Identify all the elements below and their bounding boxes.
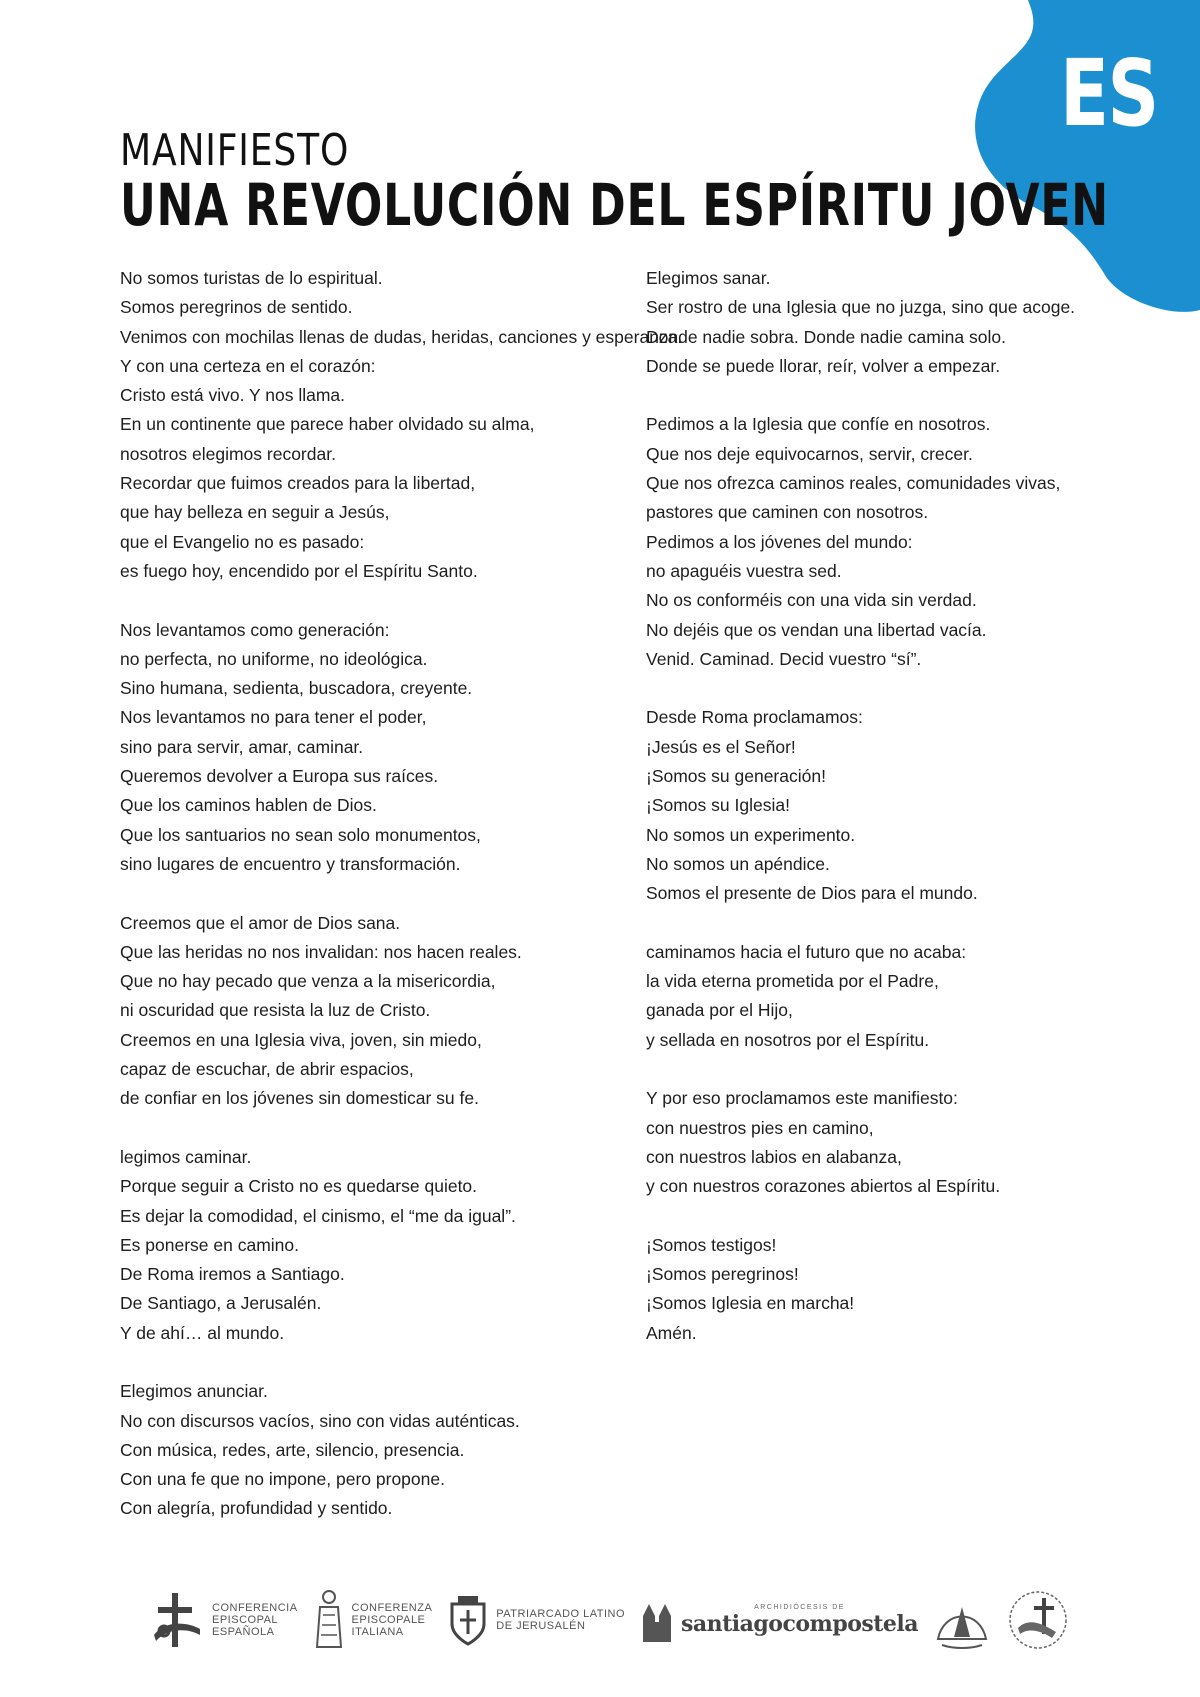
mont-saint-michel-seal-icon <box>934 1589 990 1651</box>
text-line: Y con una certeza en el corazón: <box>120 355 376 376</box>
stanza <box>120 616 640 880</box>
text-line: Nos levantamos no para tener el poder, <box>120 707 427 728</box>
text-line: la vida eterna prometida por el Padre, <box>646 971 939 992</box>
text-line: ¡Somos su Iglesia! <box>646 795 790 816</box>
logo-santiago-main: santiagocompostela <box>681 1610 919 1637</box>
saint-figure-icon <box>314 1589 344 1651</box>
logo-cei-text: CONFERENZA EPISCOPALE ITALIANA <box>351 1602 433 1638</box>
text-line: No os conforméis con una vida sin verdad. <box>646 590 977 611</box>
text-line: no apaguéis vuestra sed. <box>646 560 842 581</box>
text-line: Que nos ofrezca caminos reales, comunidades vivas, <box>646 473 1061 494</box>
text-line: Con alegría, profundidad y sentido. <box>120 1498 393 1519</box>
text-line: que el Evangelio no es pasado: <box>120 531 365 552</box>
title-label: MANIFIESTO <box>120 125 350 176</box>
text-line: Pedimos a los jóvenes del mundo: <box>646 531 913 552</box>
text-line: y con nuestros corazones abiertos al Espíritu. <box>646 1176 1001 1197</box>
text-line: sino para servir, amar, caminar. <box>120 736 364 757</box>
logo-cei <box>314 1589 433 1651</box>
text-line: Que los santuarios no sean solo monumentos, <box>120 824 481 845</box>
logo-patriarcado <box>448 1594 625 1646</box>
text-line: Es ponerse en camino. <box>120 1234 299 1255</box>
cross-dove-icon <box>150 1591 204 1649</box>
text-line: Creemos que el amor de Dios sana. <box>120 912 401 933</box>
text-line: No con discursos vacíos, sino con vidas auténticas. <box>120 1410 520 1431</box>
text-line: que hay belleza en seguir a Jesús, <box>120 502 390 523</box>
text-line: Que no hay pecado que venza a la misericordia, <box>120 971 496 992</box>
text-line: Con música, redes, arte, silencio, presencia. <box>120 1439 465 1460</box>
stanza <box>646 1084 1166 1201</box>
text-line: ni oscuridad que resista la luz de Cristo. <box>120 1000 431 1021</box>
logo-cee <box>150 1591 298 1649</box>
text-line: De Roma iremos a Santiago. <box>120 1264 345 1285</box>
text-line: Con una fe que no impone, pero propone. <box>120 1469 445 1490</box>
logo-chemins <box>934 1589 990 1651</box>
text-line: capaz de escuchar, de abrir espacios, <box>120 1059 414 1080</box>
text-line: Recordar que fuimos creados para la libertad, <box>120 473 476 494</box>
text-line: Amén. <box>646 1322 697 1343</box>
text-line: legimos caminar. <box>120 1146 252 1167</box>
logo-cee-text: CONFERENCIA EPISCOPAL ESPAÑOLA <box>212 1602 298 1638</box>
text-line: Venimos con mochilas llenas de dudas, heridas, canciones y esperanza. <box>120 326 683 347</box>
text-line: Elegimos anunciar. <box>120 1381 268 1402</box>
text-line: No somos un apéndice. <box>646 853 830 874</box>
text-line: No somos turistas de lo espiritual. <box>120 268 383 288</box>
stanza <box>646 410 1166 674</box>
text-line: y sellada en nosotros por el Espíritu. <box>646 1029 930 1050</box>
text-line: Elegimos sanar. <box>646 268 771 288</box>
text-line: no perfecta, no uniforme, no ideológica. <box>120 648 428 669</box>
stanza <box>120 1143 640 1348</box>
right-column <box>646 264 1166 1377</box>
text-line: Que los caminos hablen de Dios. <box>120 795 377 816</box>
text-line: En un continente que parece haber olvidado su alma, <box>120 414 535 435</box>
text-line: Que las heridas no nos invalidan: nos hacen reales. <box>120 941 522 962</box>
page-title: UNA REVOLUCIÓN DEL ESPÍRITU JOVEN <box>120 171 1109 239</box>
text-line: De Santiago, a Jerusalén. <box>120 1293 322 1314</box>
logo-patriarcado-text: PATRIARCADO LATINO DE JERUSALÉN <box>496 1608 626 1632</box>
text-line: Es dejar la comodidad, el cinismo, el “me da igual”. <box>120 1205 516 1226</box>
text-line: No dejéis que os vendan una libertad vacía. <box>646 619 987 640</box>
text-line: Queremos devolver a Europa sus raíces. <box>120 766 439 787</box>
text-line: pastores que caminen con nosotros. <box>646 502 929 523</box>
text-line: es fuego hoy, encendido por el Espíritu Santo. <box>120 560 478 581</box>
text-line: Somos peregrinos de sentido. <box>120 297 353 318</box>
sponsor-logos <box>150 1585 1070 1655</box>
text-line: Somos el presente de Dios para el mundo. <box>646 883 978 904</box>
text-line: No somos un experimento. <box>646 824 856 845</box>
text-line: Porque seguir a Cristo no es quedarse quieto. <box>120 1176 478 1197</box>
text-line: Y por eso proclamamos este manifiesto: <box>646 1088 958 1109</box>
stanza <box>646 264 1166 381</box>
logo-santiago <box>641 1598 918 1642</box>
stanza <box>120 264 683 586</box>
text-line: ¡Somos su generación! <box>646 766 826 787</box>
text-line: Venid. Caminad. Decid vuestro “sí”. <box>646 648 922 669</box>
logo-santiago-top: ARCHIDIÓCESIS DE <box>754 1603 845 1611</box>
stanza <box>646 938 1166 1055</box>
logo-peregrinantes <box>1006 1588 1070 1652</box>
stanza <box>646 703 1166 908</box>
text-line: Y de ahí… al mundo. <box>120 1322 285 1343</box>
text-line: Donde se puede llorar, reír, volver a empezar. <box>646 355 1001 376</box>
text-line: Desde Roma proclamamos: <box>646 707 863 728</box>
cathedral-icon <box>641 1598 673 1642</box>
stanza <box>120 1377 640 1523</box>
text-line: Que nos deje equivocarnos, servir, crecer. <box>646 443 973 464</box>
text-line: Cristo está vivo. Y nos llama. <box>120 385 346 406</box>
stanza <box>646 1231 1166 1348</box>
text-line: ganada por el Hijo, <box>646 1000 793 1021</box>
text-line: Ser rostro de una Iglesia que no juzga, sino que acoge. <box>646 297 1076 318</box>
text-line: sino lugares de encuentro y transformación. <box>120 853 461 874</box>
language-badge: ES <box>1060 40 1158 147</box>
text-line: con nuestros labios en alabanza, <box>646 1146 902 1167</box>
text-line: Sino humana, sedienta, buscadora, creyente. <box>120 678 473 699</box>
text-line: ¡Jesús es el Señor! <box>646 736 796 757</box>
jubilee-seal-icon <box>1006 1588 1070 1652</box>
header <box>120 125 1200 239</box>
text-line: Nos levantamos como generación: <box>120 619 390 640</box>
stanza <box>120 909 640 1114</box>
text-line: ¡Somos testigos! <box>646 1234 777 1255</box>
coat-of-arms-icon <box>448 1594 488 1646</box>
text-line: nosotros elegimos recordar. <box>120 443 336 464</box>
text-line: con nuestros pies en camino, <box>646 1117 874 1138</box>
text-line: ¡Somos Iglesia en marcha! <box>646 1293 855 1314</box>
text-line: Donde nadie sobra. Donde nadie camina solo. <box>646 326 1006 347</box>
text-line: ¡Somos peregrinos! <box>646 1264 799 1285</box>
text-line: caminamos hacia el futuro que no acaba: <box>646 941 967 962</box>
text-line: Creemos en una Iglesia viva, joven, sin miedo, <box>120 1029 482 1050</box>
text-line: Pedimos a la Iglesia que confíe en nosotros. <box>646 414 991 435</box>
text-line: de confiar en los jóvenes sin domesticar su fe. <box>120 1088 479 1109</box>
